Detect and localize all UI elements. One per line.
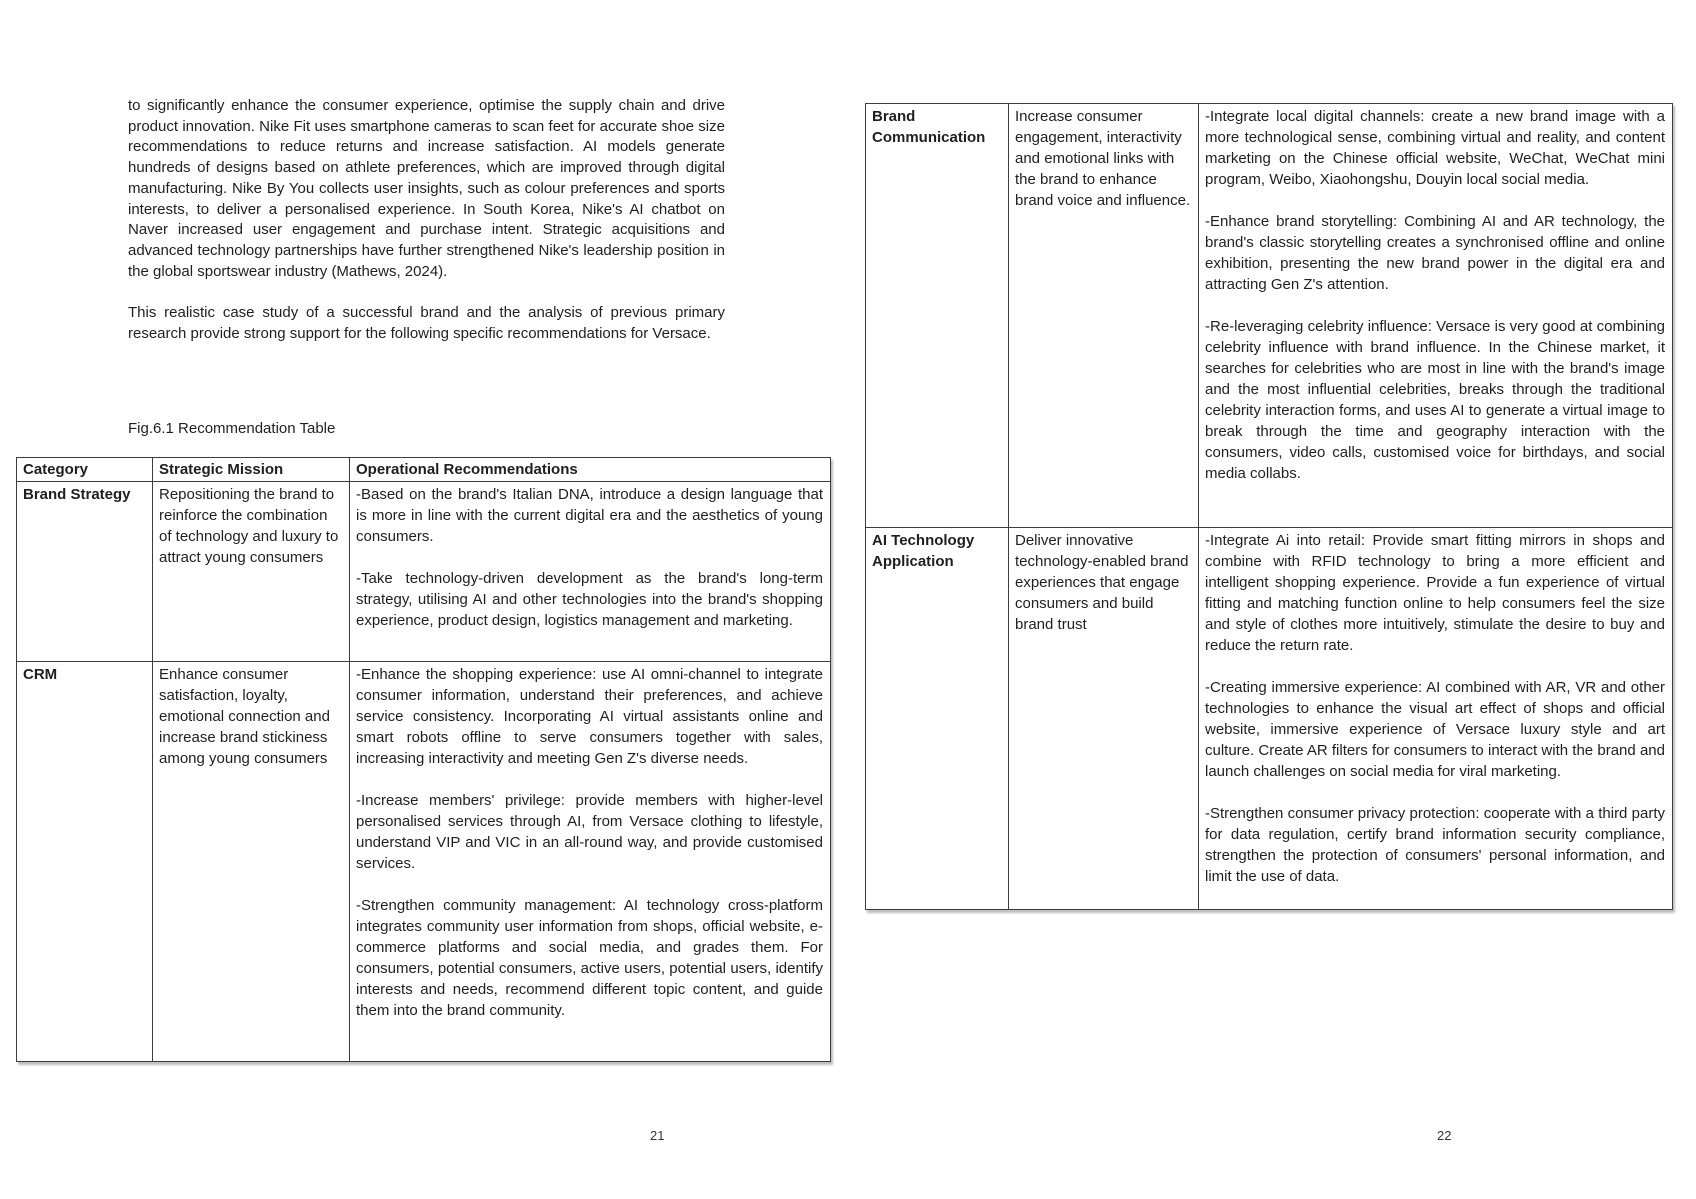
- category-cell: Brand Strategy: [17, 482, 153, 662]
- body-paragraph-nike-case: to significantly enhance the consumer experience, optimise the supply chain and drive product innovation. Nike Fit uses smartphone cameras to scan feet for accurate shoe size recommendations to reduce returns and increase satisfaction. AI models generate hundreds of designs based on athlete preferences, which are improved through digital manufacturing. Nike By You collects user insights, such as colour preferences and sports interests, to deliver a personalised experience. In South Korea, Nike's AI chatbot on Naver increased user engagement and purchase intent. Strategic acquisitions and advanced technology partnerships have further strengthened Nike's leadership position in the global sportswear industry (Mathews, 2024).: [128, 97, 725, 280]
- recommendation-paragraph: -Increase members' privilege: provide members with higher-level personalised services through AI, from Versace clothing to lifestyle, understand VIP and VIC in an all-round way, and provide customised services.: [356, 792, 823, 872]
- recommendation-paragraph: -Creating immersive experience: AI combined with AR, VR and other technologies to enhance the visual art effect of shops and official website, immersive experience of Versace luxury style and art culture. Create AR filters for consumers to interact with the brand and launch challenges on social media for viral marketing.: [1205, 679, 1665, 780]
- mission-cell: Increase consumer engagement, interactivity and emotional links with the brand to enhance brand voice and influence.: [1009, 104, 1199, 528]
- figure-caption: Fig.6.1 Recommendation Table: [128, 420, 336, 437]
- table-row-brand-communication: [866, 104, 1673, 528]
- recommendation-paragraph: -Strengthen community management: AI technology cross-platform integrates community user information from shops, official website, e-commerce platforms and social media, and grades them. For consumers, potential consumers, active users, potential users, identify interests and needs, recommend different topic content, and guide them into the brand community.: [356, 897, 823, 1019]
- mission-cell: Deliver innovative technology-enabled brand experiences that engage consumers and build brand trust: [1009, 528, 1199, 910]
- recommendations-cell: [350, 662, 831, 1062]
- recommendation-paragraph: -Enhance the shopping experience: use AI omni-channel to integrate consumer information, understand their preferences, and achieve service consistency. Incorporating AI virtual assistants online and smart robots offline to serve consumers together with sales, increasing interactivity and meeting Gen Z's diverse needs.: [356, 666, 823, 767]
- recommendation-paragraph: -Based on the brand's Italian DNA, introduce a design language that is more in line with the current digital era and the aesthetics of young consumers.: [356, 486, 823, 545]
- recommendations-cell: [1199, 528, 1673, 910]
- page-number-left: 21: [650, 1128, 665, 1143]
- recommendation-paragraph: -Integrate local digital channels: create a new brand image with a more technological sense, combining virtual and reality, and content marketing on the Chinese official website, WeChat, WeChat mini program, Weibo, Xiaohongshu, Douyin local social media.: [1205, 108, 1665, 188]
- header-category: Category: [17, 458, 153, 482]
- mission-cell: Enhance consumer satisfaction, loyalty, emotional connection and increase brand stickiness among young consumers: [153, 662, 350, 1062]
- table-row-ai-technology-application: [866, 528, 1673, 910]
- recommendation-paragraph: -Integrate Ai into retail: Provide smart fitting mirrors in shops and combine with RFID technology to bring a more efficient and intelligent shopping experience. Provide a fun experience of virtual fitting and matching function online to help consumers feel the size and style of clothes more intuitively, stimulate the desire to buy and reduce the return rate.: [1205, 532, 1665, 654]
- recommendation-table-page21: [16, 457, 831, 1062]
- recommendation-paragraph: -Enhance brand storytelling: Combining AI and AR technology, the brand's classic storytelling creates a synchronised offline and online exhibition, presenting the new brand power in the digital era and attracting Gen Z's attention.: [1205, 213, 1665, 293]
- recommendation-table-page22: [865, 103, 1673, 910]
- recommendation-paragraph: -Strengthen consumer privacy protection: cooperate with a third party for data regulation, certify brand information security compliance, strengthen the protection of consumers' personal information, and limit the use of data.: [1205, 805, 1665, 885]
- recommendations-cell: [350, 482, 831, 662]
- mission-cell: Repositioning the brand to reinforce the combination of technology and luxury to attract young consumers: [153, 482, 350, 662]
- body-paragraph-case-study-summary: This realistic case study of a successful brand and the analysis of previous primary research provide strong support for the following specific recommendations for Versace.: [128, 304, 725, 342]
- category-cell: AI Technology Application: [866, 528, 1009, 910]
- page-number-right: 22: [1437, 1128, 1452, 1143]
- category-cell: CRM: [17, 662, 153, 1062]
- header-operational-recommendations: Operational Recommendations: [350, 458, 831, 482]
- category-cell: Brand Communication: [866, 104, 1009, 528]
- header-strategic-mission: Strategic Mission: [153, 458, 350, 482]
- table-row-crm: [17, 662, 831, 1062]
- recommendation-paragraph: -Re-leveraging celebrity influence: Versace is very good at combining celebrity influence with brand influence. In the Chinese market, it searches for celebrities who are most in line with the brand's image and the most influential celebrities, breaks through the traditional celebrity interaction forms, and uses AI to generate a virtual image to break through the time and geography interaction with the consumers, video calls, customised voice for birthdays, and social media collabs.: [1205, 318, 1665, 482]
- recommendation-paragraph: -Take technology-driven development as the brand's long-term strategy, utilising AI and other technologies into the brand's shopping experience, product design, logistics management and marketing.: [356, 570, 823, 629]
- table-header-row: [17, 458, 831, 482]
- table-row-brand-strategy: [17, 482, 831, 662]
- recommendations-cell: [1199, 104, 1673, 528]
